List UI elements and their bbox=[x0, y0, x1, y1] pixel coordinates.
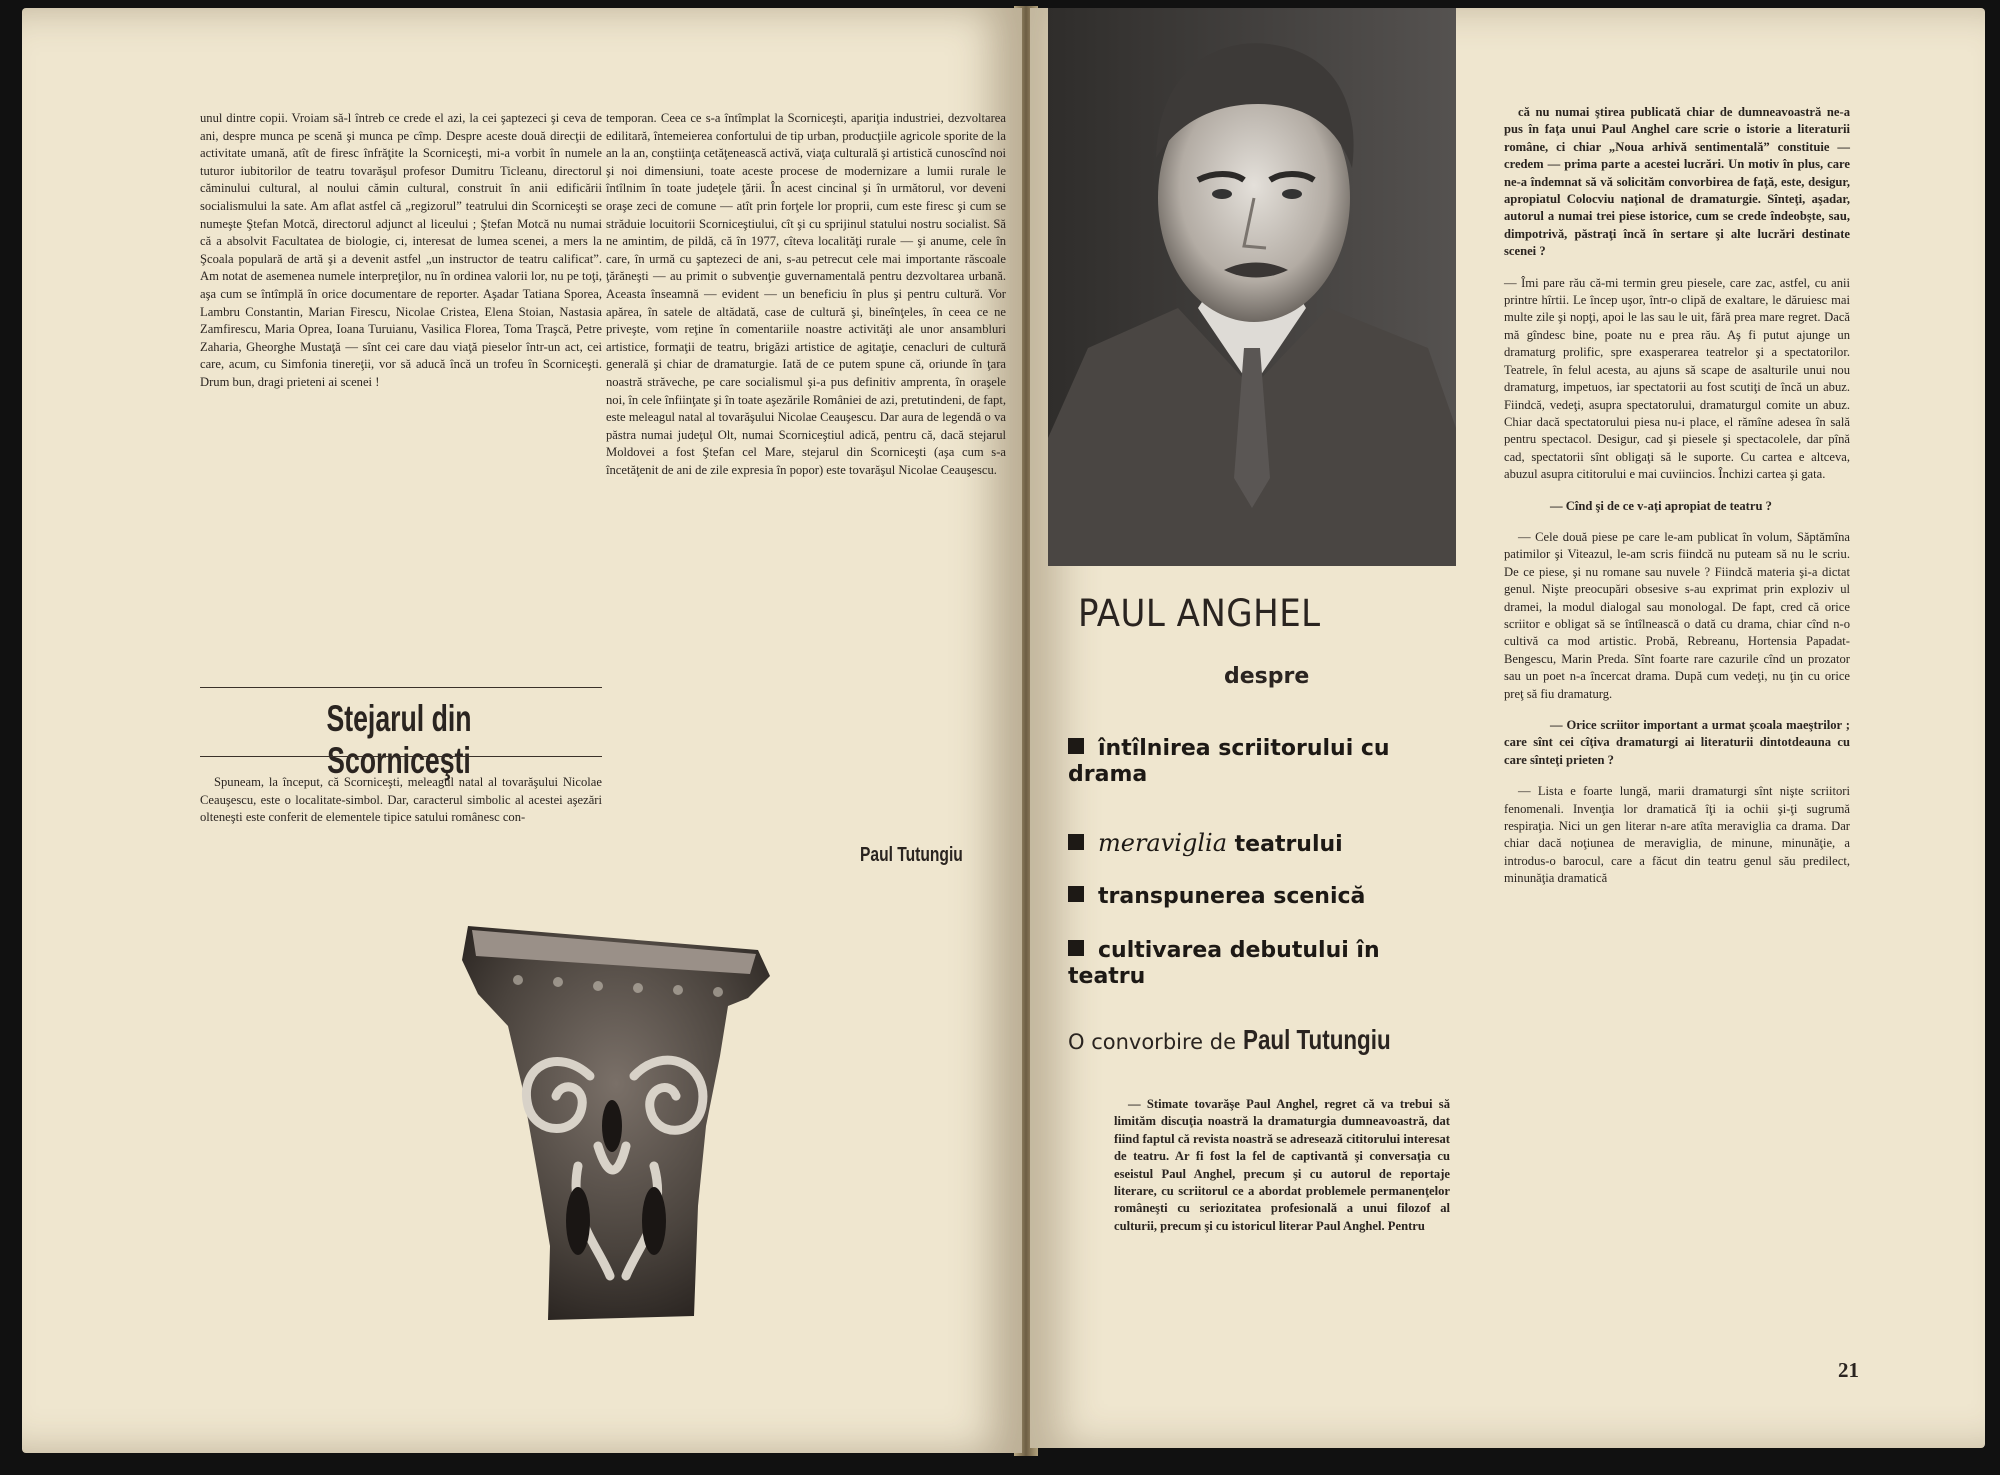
topic-3: transpunerea scenică bbox=[1068, 884, 1438, 910]
topic-2: meraviglia teatrului bbox=[1068, 830, 1438, 858]
interview-answer-2: — Cele două piese pe care le-am publicat în volum, Săptămîna patimilor şi Viteazul, le-am scris fiindcă nu puteam să nu le scriu. De ce piese, şi nu romane sau nuvele ? Fiindcă materia şi-a dictat genul. Nişte preocupări obsesive s-au exprimat prin exploziv ul dramei, la modul dialogal sau monologal. De fapt, cred că orice scriitor e obligat să se întîlnească o dată cu drama, chiar cînd n-o cultivă ca mod artistic. Probă, Rebreanu, Hortensia Papadat-Bengescu, Marin Preda. Sînt foarte rare cazurile cînd un prozator sau un poet n-a încercat drama. După cum vedeţi, nu ţin cu orice preţ să fiu dramaturg. bbox=[1504, 529, 1850, 701]
interview-question-3: — Orice scriitor important a urmat şcoala maeştrilor ; care sînt cei cîţiva dramaturgi ai literaturii dintotdeauna cu care sînteţi prieten ? bbox=[1504, 718, 1850, 767]
left-column-1-continued bbox=[200, 774, 602, 833]
interview-byline: O convorbire de Paul Tutungiu bbox=[1068, 1024, 1391, 1055]
carved-capital-photo bbox=[458, 916, 776, 1324]
interview-question-1-continued: că nu numai ştirea publicată chiar de dumneavoastră ne-a pus în faţa unui Paul Anghel care scrie o istorie a literaturii române, ci chiar „Noua arhivă sentimentală” constituie — credem — prima parte a acestei lucrări. Un motiv în plus, care ne-a îndemnat să vă solicităm convorbirea de faţă, este, desigur, apropiatul Colocviu naţional de dramaturgie. Sînteţi, aşadar, autorul a numai trei piese istorice, cum se crede îndeobşte, sau, dimpotrivă, păstraţi încă în sertare şi alte lucrări destinate scenei ? bbox=[1504, 105, 1850, 259]
interview-title-despre: despre bbox=[1224, 664, 1310, 689]
square-bullet-icon bbox=[1068, 886, 1084, 902]
square-bullet-icon bbox=[1068, 738, 1084, 754]
topic-1: întîlnirea scriitorului cu drama bbox=[1068, 736, 1390, 787]
right-page bbox=[1030, 8, 1985, 1448]
headline-rule-bottom bbox=[200, 756, 602, 757]
interview-answer-3: — Lista e foarte lungă, marii dramaturgi sînt nişte scriitori fenomenali. Invenţia lor dramatică îţi ia ochii şi-ţi sugrumă respiraţia. Nici un gen literar n-are atîta meraviglia ca drama. Dar chiar dacă noţiunea de meraviglia, de minune, minunăţie, a introdus-o barocul, care a făcut din teatru genul său predilect, minunăţia dramatică bbox=[1504, 784, 1850, 886]
square-bullet-icon bbox=[1068, 834, 1084, 850]
interview-question-2: — Cînd şi de ce v-aţi apropiat de teatru ? bbox=[1550, 498, 1772, 513]
left-col2-paragraph: temporan. Ceea ce s-a întîmplat la Scorniceşti, apariţia industriei, dezvoltarea edilitară, întemeierea confortului de tip urban, producţiile agricole sporite de la an la an, conştiinţa cetăţenească activă, viaţa culturală şi artistică cunoscînd noi şi noi dimensiuni, toate aceste procese de modernizare a lumii rurale le întîlnim în toate judeţele ţării. În acest cincinal şi în următorul, vor deveni oraşe zeci de comune — atît prin forţele lor proprii, cum este firesc şi cum se străduie locuitorii Scorniceştiului, cît şi cu sprijinul statului nostru socialist. Să ne amintim, de pildă, că în 1977, cîteva localităţi rurale — şi anume, cele în care, în urmă cu şaptezeci de ani, s-au petrecut cele mai importante răscoale ţărăneşti — au primit o subvenţie guvernamentală pentru dezvoltarea urbană. Aceasta înseamnă — evident — un beneficiu în plus şi pentru cultură. Vor apărea, în satele de altădată, case de cultură şi, bineînţeles, în ceea ce ne priveşte, vom reţine în comentariile noastre activităţi ale unor ansambluri artistice, formaţii de teatru, brigăzi artistice de agitaţie, cenacluri de cultură generală şi chiar de dramaturgie. Iată de ce putem spune că, oriunde în ţara noastră străveche, pe care socialismul şi-a pus definitiv amprenta, în oraşele noi, în cele înfiinţate şi în toate aşezările României de azi, pretutindeni, de fapt, este meleagul natal al tovarăşului Nicolae Ceauşescu. Dar aura de legendă o va păstra numai judeţul Olt, numai Scorniceştiul adică, pentru că, dacă stejarul Moldovei a fost Ştefan cel Mare, stejarul din Scorniceşti (aşa cum s-a încetăţenit de ani de zile expresia în popor) este tovarăşul Nicolae Ceauşescu. bbox=[606, 111, 1006, 477]
left-column-2 bbox=[606, 110, 1006, 485]
left-col1-paragraph: unul dintre copii. Vroiam să-l întreb ce crede el azi, la cei şaptezeci şi ceva de ani, despre munca pe scenă şi munca pe cîmp. Despre aceste două direcţii de activitate umană, atît de firesc înfrăţite la Scorniceşti, mi-a vorbit în numele tuturor iubitorilor de teatru tovarăşul profesor Dumitru Ticleanu, directorul căminului cultural, al noului cămin cultural, construit în anii edificării socialismului la sate. Am aflat astfel că „regizorul” teatrului din Scorniceşti se numeşte Ştefan Motcă, directorul adjunct al liceului ; Ştefan Motcă nu numai că a absolvit Facultatea de biologie, ci, interesat de lumea scenei, a mers la Şcoala populară de artă şi a devenit astfel „un instructor de teatru calificat”. Am notat de asemenea numele interpreţilor, nu în ordinea valorii lor, nu pe toţi, aşa cum se întîmplă în orice documentare de reporter. Aşadar Tatiana Sporea, Lambru Constantin, Marian Firescu, Nicolae Cristea, Elena Stoian, Nastasia Zamfirescu, Maria Oprea, Ioana Turuianu, Vasilica Florea, Toma Traşcă, Petre Zaharia, Gheorghe Mustaţă — sînt cei care dau viaţă pieselor într-un act, cei care, acum, cu Simfonia tinereţii, vor să aducă încă un trofeu în Scorniceşti. Drum bun, dragi prieteni ai scenei ! bbox=[200, 111, 602, 389]
square-bullet-icon bbox=[1068, 940, 1084, 956]
left-column-1 bbox=[200, 110, 602, 398]
headline-rule-top bbox=[200, 687, 602, 688]
author-portrait-photo bbox=[1048, 8, 1456, 566]
article-headline: Stejarul din Scorniceşti bbox=[326, 698, 472, 781]
interview-answer-1: — Îmi pare rău că-mi termin greu piesele, care zac, astfel, cu anii printre hîrtii. Le încep uşor, într-o clipă de exaltare, le dăruiesc mai multe zile şi nopţi, apoi le las sau le uit, fără prea mare regret. Dacă mă gîndesc bine, poate nu e prea rău. Aş fi putut ajunge un dramaturg prolific, spre exasperarea teatrelor şi a spectatorilor. Teatrele, în felul acesta, au ajuns să scape de asalturile unui nou dramaturg, impetuos, iar spectatorii au fost scutiţi de încă un abuz. Fiindcă, vedeţi, asupra spectatorului, dramaturgul comite un abuz. Chiar dacă spectatorului piesa nu-i place, el rămîne adesea în sală pentru spectacol. Desigur, cad şi piesele şi spectacolele, dar pînă cad, spectatorii sînt obligaţi să le suporte. Cu cartea e altceva, abuzul asupra cititorului e mai cuviincios. Închizi cartea şi gata. bbox=[1504, 275, 1850, 482]
left-page bbox=[22, 8, 1022, 1453]
right-column-a bbox=[1114, 1096, 1450, 1249]
interview-title-name: PAUL ANGHEL bbox=[1078, 592, 1321, 635]
page-number: 21 bbox=[1838, 1358, 1859, 1382]
topic-4: cultivarea debutului în teatru bbox=[1068, 938, 1380, 989]
interview-question-1: — Stimate tovarăşe Paul Anghel, regret că va trebui să limităm discuţia noastră la dramaturgia dumneavoastră, dat fiind faptul că revista noastră se adresează cititorului interesat de teatru. Ar fi fost la fel de captivantă şi conversaţia cu eseistul Paul Anghel, precum şi cu autorul de reportaje literare, cu scriitorul ce a abordat problemele permanenţelor româneşti cu seriozitatea profesională a unui filozof al culturii, precum şi cu istoricul literar Paul Anghel. Pentru bbox=[1114, 1097, 1450, 1233]
right-column-b bbox=[1504, 104, 1850, 902]
article-signature: Paul Tutungiu bbox=[860, 844, 963, 866]
left-col1-after-paragraph: Spuneam, la început, că Scorniceşti, meleagul natal al tovarăşului Nicolae Ceauşescu, este o localitate-simbol. Dar, caracterul simbolic al acestei aşezări olteneşti este conferit de elementele tipice satului românesc con- bbox=[200, 775, 602, 825]
